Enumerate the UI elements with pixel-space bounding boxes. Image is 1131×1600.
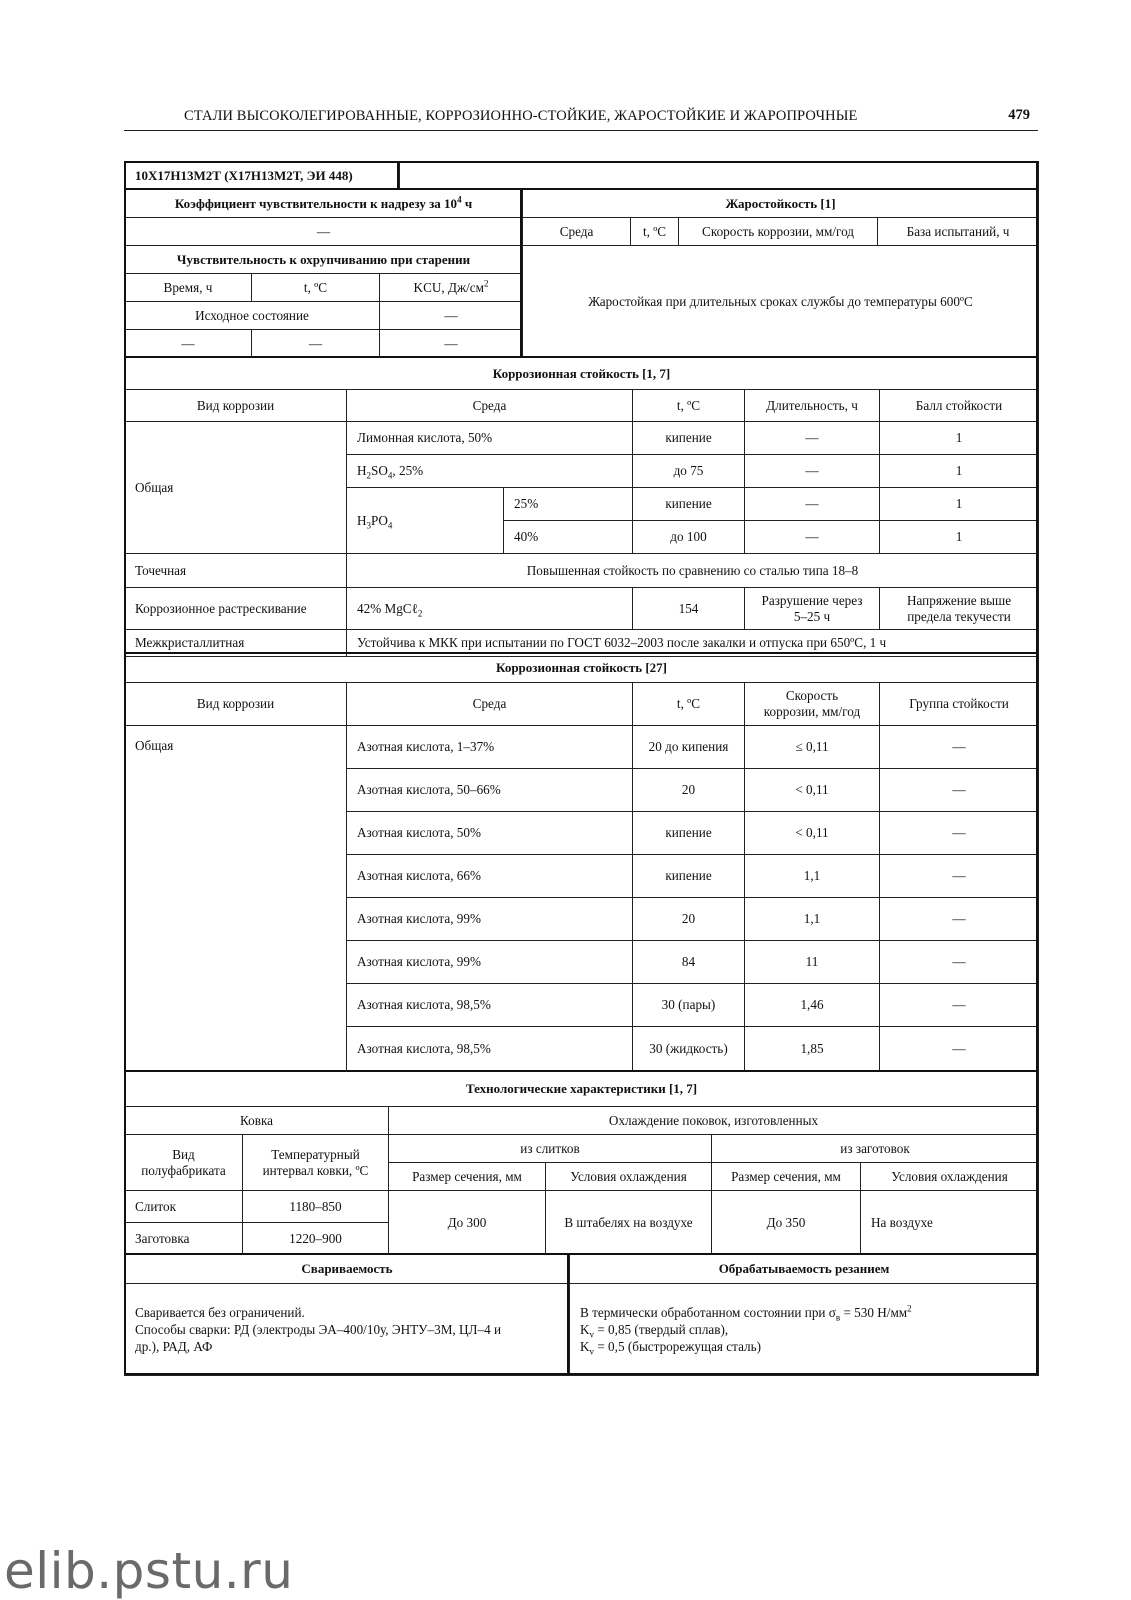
vertical-divider bbox=[397, 161, 399, 189]
billet-conditions-value: На воздухе bbox=[861, 1191, 1039, 1255]
notch-title: Коэффициент чувствительности к надрезу за $10^4$ ч bbox=[125, 190, 523, 218]
corrosion-2-title: Коррозионная стойкость [27] bbox=[125, 654, 1039, 683]
running-head bbox=[124, 104, 1038, 131]
medium-citric-acid: Лимонная кислота, 50% bbox=[347, 422, 633, 455]
product-type-header: Вид полуфабриката bbox=[125, 1135, 243, 1191]
rate-cell: 1,85 bbox=[745, 1027, 880, 1071]
rate-cell: 1,1 bbox=[745, 898, 880, 941]
group-cell: — bbox=[880, 1027, 1039, 1071]
group-cell: — bbox=[880, 769, 1039, 812]
citric-duration: — bbox=[745, 422, 880, 455]
section-divider bbox=[124, 356, 1038, 358]
corrosion-2-header-type: Вид коррозии bbox=[125, 683, 347, 726]
weldability-text: Сваривается без ограничений. Способы сварки: РД (электроды ЭА–400/10у, ЭНТУ–3М, ЦЛ–4 и др.), РАД, АФ bbox=[125, 1284, 570, 1376]
citric-temp: кипение bbox=[633, 422, 745, 455]
corrosion-2-header-group: Группа стойкости bbox=[880, 683, 1039, 726]
group-cell: — bbox=[880, 941, 1039, 984]
ingot-size-header: Размер сечения, мм bbox=[389, 1163, 546, 1191]
citric-score: 1 bbox=[880, 422, 1039, 455]
heat-resistance-title: Жаростойкость [1] bbox=[523, 190, 1039, 218]
product-billet: Заготовка bbox=[125, 1223, 243, 1255]
phosphoric-conc-40: 40% bbox=[504, 521, 633, 554]
corrosion-2-header-medium: Среда bbox=[347, 683, 633, 726]
group-cell: — bbox=[880, 726, 1039, 769]
corrosion-type-pitting: Точечная bbox=[125, 554, 347, 588]
sulfuric-temp: до 75 bbox=[633, 455, 745, 488]
forging-interval-header: Температурный интервал ковки, ºС bbox=[243, 1135, 389, 1191]
corrosion-1-header-type: Вид коррозии bbox=[125, 390, 347, 422]
cooling-header: Охлаждение поковок, изготовленных bbox=[389, 1107, 1039, 1135]
steel-grade: 10Х17Н13М2Т (Х17Н13М2Т, ЭИ 448) bbox=[125, 162, 400, 190]
ingot-conditions-header: Условия охлаждения bbox=[546, 1163, 712, 1191]
scc-temp: 154 bbox=[633, 588, 745, 630]
corrosion-type-general: Общая bbox=[125, 422, 347, 554]
medium-cell: Азотная кислота, 99% bbox=[347, 941, 633, 984]
interval-ingot: 1180–850 bbox=[243, 1191, 389, 1223]
heat-header-temp: t, ºС bbox=[631, 218, 679, 246]
weldability-title: Свариваемость bbox=[125, 1255, 570, 1284]
section-divider bbox=[124, 1070, 1038, 1072]
aging-header-time: Время, ч bbox=[125, 274, 252, 302]
temp-cell: 20 до кипения bbox=[633, 726, 745, 769]
medium-cell: Азотная кислота, 1–37% bbox=[347, 726, 633, 769]
temp-cell: 20 bbox=[633, 898, 745, 941]
section-divider bbox=[124, 652, 1038, 654]
interval-billet: 1220–900 bbox=[243, 1223, 389, 1255]
sulfuric-duration: — bbox=[745, 455, 880, 488]
temp-cell: кипение bbox=[633, 812, 745, 855]
notch-value: — bbox=[125, 218, 523, 246]
grade-empty-cell bbox=[400, 162, 1039, 190]
corrosion-2-header-temp: t, ºС bbox=[633, 683, 745, 726]
properties-table bbox=[124, 161, 1039, 358]
machinability-text: В термически обработанном состоянии при $\sigma_в = 530$ $Н/мм^2$ $K_v = 0,85$ (твердый сплав), $K_v = 0,5$ (быстрорежущая сталь) bbox=[570, 1284, 1039, 1376]
corrosion-1-header-medium: Среда bbox=[347, 390, 633, 422]
rate-cell: < 0,11 bbox=[745, 769, 880, 812]
intergranular-note: Устойчива к МКК при испытании по ГОСТ 6032–2003 после закалки и отпуска при 650ºС, 1 ч bbox=[347, 630, 1039, 657]
machinability-title: Обрабатываемость резанием bbox=[570, 1255, 1039, 1284]
corrosion-1-title: Коррозионная стойкость [1, 7] bbox=[125, 358, 1039, 390]
ingot-conditions-value: В штабелях на воздухе bbox=[546, 1191, 712, 1255]
billet-conditions-header: Условия охлаждения bbox=[861, 1163, 1039, 1191]
phosphoric-40-temp: до 100 bbox=[633, 521, 745, 554]
temp-cell: 84 bbox=[633, 941, 745, 984]
billet-size-header: Размер сечения, мм bbox=[712, 1163, 861, 1191]
phosphoric-25-score: 1 bbox=[880, 488, 1039, 521]
group-cell: — bbox=[880, 984, 1039, 1027]
corrosion-2-header-rate: Скорость коррозии, мм/год bbox=[745, 683, 880, 726]
watermark: elib.pstu.ru bbox=[4, 1542, 294, 1600]
vertical-divider bbox=[520, 188, 522, 357]
phosphoric-25-temp: кипение bbox=[633, 488, 745, 521]
rate-cell: ≤ 0,11 bbox=[745, 726, 880, 769]
aging-row-time: — bbox=[125, 330, 252, 358]
rate-cell: 1,46 bbox=[745, 984, 880, 1027]
heat-header-rate: Скорость коррозии, мм/год bbox=[679, 218, 878, 246]
medium-phosphoric-acid: $H_3PO_4$ bbox=[347, 488, 504, 554]
corrosion-table-2 bbox=[124, 653, 1039, 1071]
heat-header-base: База испытаний, ч bbox=[878, 218, 1039, 246]
corrosion-1-header-temp: t, ºС bbox=[633, 390, 745, 422]
sulfuric-score: 1 bbox=[880, 455, 1039, 488]
vertical-divider bbox=[567, 1253, 569, 1374]
heat-header-medium: Среда bbox=[523, 218, 631, 246]
pitting-note: Повышенная стойкость по сравнению со сталью типа 18–8 bbox=[347, 554, 1039, 588]
medium-cell: Азотная кислота, 50–66% bbox=[347, 769, 633, 812]
weld-machining-table bbox=[124, 1254, 1039, 1376]
aging-header-kcu: KCU, $Дж/см^2$ bbox=[380, 274, 523, 302]
product-ingot: Слиток bbox=[125, 1191, 243, 1223]
aging-row-kcu: — bbox=[380, 330, 523, 358]
aging-initial-value: — bbox=[380, 302, 523, 330]
corrosion-1-header-duration: Длительность, ч bbox=[745, 390, 880, 422]
rate-cell: 11 bbox=[745, 941, 880, 984]
rate-cell: 1,1 bbox=[745, 855, 880, 898]
temp-cell: кипение bbox=[633, 855, 745, 898]
corrosion-type-intergranular: Межкристаллитная bbox=[125, 630, 347, 657]
tech-title: Технологические характеристики [1, 7] bbox=[125, 1072, 1039, 1107]
corrosion-table-1 bbox=[124, 357, 1039, 657]
group-cell: — bbox=[880, 898, 1039, 941]
medium-cell: Азотная кислота, 99% bbox=[347, 898, 633, 941]
corrosion-1-header-score: Балл стойкости bbox=[880, 390, 1039, 422]
rate-cell: < 0,11 bbox=[745, 812, 880, 855]
medium-cell: Азотная кислота, 66% bbox=[347, 855, 633, 898]
section-divider bbox=[124, 188, 1038, 190]
aging-initial-label: Исходное состояние bbox=[125, 302, 380, 330]
scc-medium: 42% MgCℓ$_2$ bbox=[347, 588, 633, 630]
page-number: 479 bbox=[1008, 107, 1030, 123]
scc-score: Напряжение выше предела текучести bbox=[880, 588, 1039, 630]
scc-duration: Разрушение через 5–25 ч bbox=[745, 588, 880, 630]
phosphoric-conc-25: 25% bbox=[504, 488, 633, 521]
aging-title: Чувствительность к охрупчиванию при старении bbox=[125, 246, 523, 274]
forging-header: Ковка bbox=[125, 1107, 389, 1135]
medium-cell: Азотная кислота, 98,5% bbox=[347, 1027, 633, 1071]
billet-size-value: До 350 bbox=[712, 1191, 861, 1255]
medium-cell: Азотная кислота, 50% bbox=[347, 812, 633, 855]
group-cell: — bbox=[880, 855, 1039, 898]
phosphoric-40-score: 1 bbox=[880, 521, 1039, 554]
medium-sulfuric-acid: $H_2SO_4$, 25% bbox=[347, 455, 633, 488]
temp-cell: 20 bbox=[633, 769, 745, 812]
temp-cell: 30 (жидкость) bbox=[633, 1027, 745, 1071]
phosphoric-40-duration: — bbox=[745, 521, 880, 554]
medium-cell: Азотная кислота, 98,5% bbox=[347, 984, 633, 1027]
section-divider bbox=[124, 1253, 1038, 1255]
from-billets-header: из заготовок bbox=[712, 1135, 1039, 1163]
temp-cell: 30 (пары) bbox=[633, 984, 745, 1027]
ingot-size-value: До 300 bbox=[389, 1191, 546, 1255]
corrosion-2-type-general: Общая bbox=[125, 726, 347, 1071]
table-row bbox=[125, 726, 1039, 769]
from-ingots-header: из слитков bbox=[389, 1135, 712, 1163]
phosphoric-25-duration: — bbox=[745, 488, 880, 521]
aging-row-temp: — bbox=[252, 330, 380, 358]
group-cell: — bbox=[880, 812, 1039, 855]
technology-table bbox=[124, 1071, 1039, 1255]
aging-header-temp: t, ºС bbox=[252, 274, 380, 302]
heat-resistance-note: Жаростойкая при длительных сроках службы до температуры 600ºС bbox=[523, 246, 1039, 358]
corrosion-type-stress-cracking: Коррозионное растрескивание bbox=[125, 588, 347, 630]
running-head-title: СТАЛИ ВЫСОКОЛЕГИРОВАННЫЕ, КОРРОЗИОННО-СТОЙКИЕ, ЖАРОСТОЙКИЕ И ЖАРОПРОЧНЫЕ bbox=[184, 108, 858, 124]
